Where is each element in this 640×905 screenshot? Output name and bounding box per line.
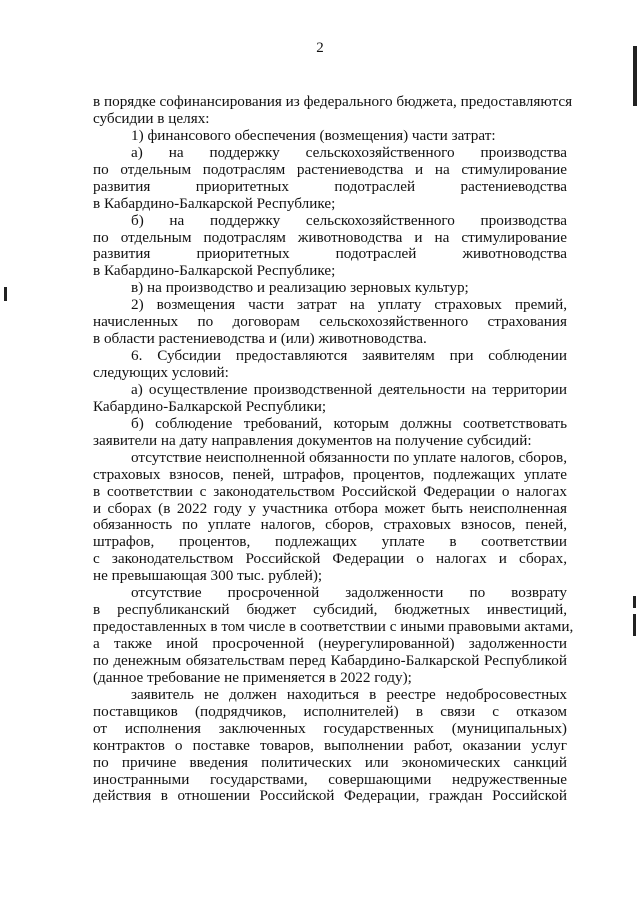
text-line: следующих условий: [93, 364, 229, 381]
text-line: отсутствие просроченной задолженности по возврату [131, 584, 567, 602]
document-body [93, 93, 574, 805]
text-line: в Кабардино-Балкарской Республике; [93, 262, 336, 280]
text-line: в области растениеводства и (или) животноводства. [93, 330, 427, 348]
text-line: поставщиков (подрядчиков, исполнителей) в связи с отказом [93, 702, 567, 720]
text-line: страховых взносов, пеней, штрафов, процентов, подлежащих уплате [93, 465, 567, 483]
text-line: Кабардино-Балкарской Республики; [93, 397, 327, 415]
text-line: с законодательством Российской Федерации о налогах и сборах, [93, 550, 567, 568]
text-line: по денежным обязательствам перед Кабардино-Балкарской Республикой [93, 651, 567, 669]
text-line: предоставленных в том числе в соответствии с иными правовыми актами, [93, 618, 574, 636]
text-line: иностранными государствами, совершающими недружественные [93, 770, 567, 788]
text-line: начисленных по договорам сельскохозяйственного страхования [93, 313, 567, 331]
text-line: не превышающая 300 тыс. рублей); [93, 567, 323, 585]
text-line: заявители на дату направления документов на получение субсидий: [93, 431, 532, 449]
text-line: 1) финансового обеспечения (возмещения) части затрат: [131, 126, 496, 144]
text-line: 2) возмещения части затрат на уплату страховых премий, [131, 296, 567, 314]
text-line: 6. Субсидии предоставляются заявителям при соблюдении [131, 347, 567, 365]
text-line: в) на производство и реализацию зерновых культур; [131, 279, 469, 297]
text-line: в порядке софинансирования из федерального бюджета, предоставляются [93, 93, 573, 110]
text-line: а также иной просроченной (неурегулированной) задолженности [93, 635, 567, 652]
scan-edge-mark [633, 46, 637, 106]
text-line: а) осуществление производственной деятельности на территории [131, 380, 567, 398]
text-line: штрафов, процентов, подлежащих уплате в соответствии [93, 533, 567, 551]
text-line: развития приоритетных подотраслей растениеводства [93, 177, 567, 195]
text-line: а) на поддержку сельскохозяйственного производства [131, 143, 567, 161]
text-line: отсутствие неисполненной обязанности по уплате налогов, сборов, [131, 448, 567, 466]
text-line: субсидии в целях: [93, 109, 210, 127]
text-line: б) на поддержку сельскохозяйственного производства [131, 211, 567, 229]
text-line: б) соблюдение требований, которым должны соответствовать [131, 414, 567, 432]
text-line: от исполнения заключенных государственных (муниципальных) [93, 719, 567, 737]
text-line: по отдельным подотраслям животноводства и на стимулирование [93, 228, 567, 246]
text-line: и сборах (в 2022 году у участника отбора может быть неисполненная [93, 499, 567, 517]
text-line: контрактов о поставке товаров, выполнении работ, оказании услуг [93, 736, 567, 754]
text-line: действия в отношении Российской Федерации, граждан Российской [93, 787, 567, 805]
scan-edge-mark [4, 287, 7, 301]
text-line: (данное требование не применяется в 2022 году); [93, 668, 412, 686]
text-line: в Кабардино-Балкарской Республике; [93, 194, 336, 212]
text-line: в соответствии с законодательством Российской Федерации о налогах [93, 482, 567, 500]
text-line: обязанность по уплате налогов, сборов, страховых взносов, пеней, [93, 516, 567, 534]
scan-edge-mark [633, 596, 636, 608]
text-line: в республиканский бюджет субсидий, бюджетных инвестиций, [93, 601, 567, 619]
text-line: по отдельным подотраслям растениеводства и на стимулирование [93, 160, 567, 178]
page-number: 2 [316, 40, 324, 56]
text-line: развития приоритетных подотраслей животноводства [93, 245, 567, 263]
text-line: по причине введения политических или экономических санкций [93, 753, 567, 771]
scan-edge-mark [633, 614, 636, 636]
text-line: заявитель не должен находиться в реестре недобросовестных [131, 685, 567, 703]
